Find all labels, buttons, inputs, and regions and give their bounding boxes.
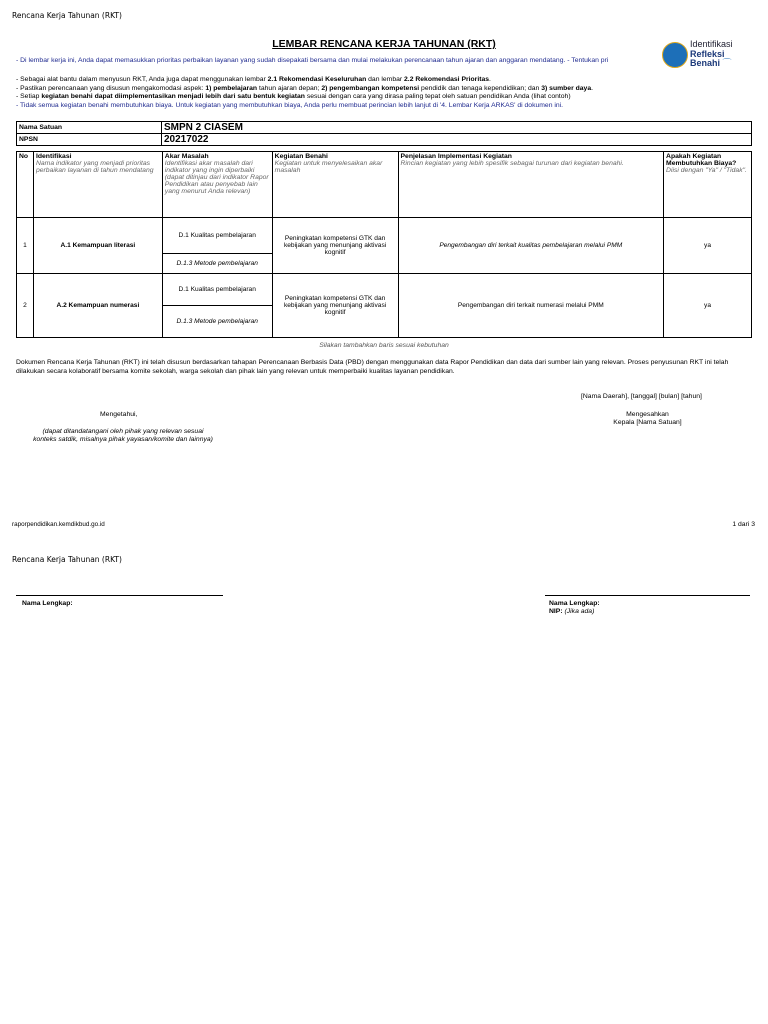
nama-satuan-value: SMPN 2 CIASEM [162,122,752,134]
col-header-identifikasi: Identifikasi Nama indikator yang menjadi prioritas perbaikan layanan di tahun mendatang [33,152,162,218]
logo [662,40,754,70]
mengetahui-note: (dapat ditandatangani oleh pihak yang relevan sesuai konteks satdik, misalnya pihak yayasan/komite dan lainnya) [33,428,213,443]
col-header-no: No [17,152,34,218]
nama-satuan-label: Nama Satuan [17,122,162,134]
running-header-2: Rencana Kerja Tahunan (RKT) [12,555,122,564]
rkt-table [16,151,752,338]
npsn-label: NPSN [17,134,162,146]
row-biaya: ya [664,218,752,274]
row-identifikasi: A.1 Kemampuan literasi [33,218,162,274]
tut-wuri-handayani-icon [662,42,688,68]
page-title: LEMBAR RENCANA KERJA TAHUNAN (RKT) [272,38,496,50]
row-no: 2 [17,274,34,338]
place-date: [Nama Daerah], [tanggal] [bulan] [tahun] [581,393,702,400]
row-akar-masalah-2: D.1.3 Metode pembelajaran [162,254,272,274]
instruction-line-3: - Setiap kegiatan benahi dapat diimplementasikan menjadi lebih dari satu bentuk kegiatan sesuai dengan cara yang dirasa paling tepat oleh satuan pendidikan Anda (lihat contoh) [16,93,571,100]
instruction-blue-1: - Di lembar kerja ini, Anda dapat memasukkan prioritas perbaikan layanan yang sudah disepakati bersama dan mulai melakukan perencanaan tahun ajaran dan anggaran mendatang. - Tentukan pri [16,57,609,64]
row-kegiatan: Peningkatan kompetensi GTK dan kebijakan yang menunjang aktivasi kognitif [272,218,398,274]
school-info-table [16,121,752,146]
row-akar-masalah-1: D.1 Kualitas pembelajaran [162,218,272,254]
logo-text: Identifikasi Refleksi Benahi ⌒ [690,39,733,68]
col-header-kegiatan-benahi: Kegiatan Benahi Kegiatan untuk menyelesaikan akar masalah [272,152,398,218]
mengetahui-label: Mengetahui, [100,411,138,418]
footer-url: raporpendidikan.kemdikbud.go.id [12,521,105,528]
instruction-line-2: - Pastikan perencanaan yang disusun mengakomodasi aspek: 1) pembelajaran tahun ajaran depan; 2) pengembangan kompetensi pendidik dan tenaga kependidikan; dan 3) sumber daya. [16,85,593,92]
instruction-blue-2: - Tidak semua kegiatan benahi membutuhkan biaya. Untuk kegiatan yang membutuhkan biaya, Anda perlu membuat perincian lebih lanjut di '4. Lembar Kerja ARKAS' di dokumen ini. [16,102,564,109]
row-kegiatan: Peningkatan kompetensi GTK dan kebijakan yang menunjang aktivasi kognitif [272,274,398,338]
row-no: 1 [17,218,34,274]
row-identifikasi: A.2 Kemampuan numerasi [33,274,162,338]
right-name-label: Nama Lengkap: [549,600,600,607]
row-penjelasan: Pengembangan diri terkait numerasi melalui PMM [398,274,664,338]
row-biaya: ya [664,274,752,338]
instruction-line-1: - Sebagai alat bantu dalam menyusun RKT, Anda juga dapat menggunakan lembar 2.1 Rekomendasi Keseluruhan dan lembar 2.2 Rekomendasi Prioritas. [16,76,491,83]
table-header-row [17,152,752,218]
closing-paragraph: Dokumen Rencana Kerja Tahunan (RKT) ini telah disusun berdasarkan tahapan Perencanaan Berbasis Data (PBD) dengan menggunakan data Rapor Pendidikan dan data dari sumber lain yang relevan. Proses penyusunan RKT ini telah dilakukan secara kolaboratif bersama komite sekolah, warga sekolah dan pihak lain yang relevan untuk memperbaiki kualitas layanan pendidikan. [16,359,729,375]
mengesahkan-label: Mengesahkan [626,411,669,418]
kepala-label: Kepala [Nama Satuan] [613,419,682,426]
running-header: Rencana Kerja Tahunan (RKT) [12,11,122,20]
col-header-akar-masalah: Akar Masalah Identifikasi akar masalah dari indikator yang ingin diperbaiki (dapat ditinjau dari indikator Rapor Pendidikan atau penyebab lain yang menurut Anda relevan) [162,152,272,218]
signature-line-left [16,595,223,596]
signature-line-right [545,595,750,596]
npsn-value: 20217022 [162,134,752,146]
table-row [17,218,752,254]
col-header-penjelasan: Penjelasan Implementasi Kegiatan Rincian kegiatan yang lebih spesifik sebagai turunan dari kegiatan benahi. [398,152,664,218]
left-name-label: Nama Lengkap: [22,600,73,607]
col-header-biaya: Apakah Kegiatan Membutuhkan Biaya? Diisi dengan "Ya" / "Tidak". [664,152,752,218]
row-penjelasan: Pengembangan diri terkait kualitas pembelajaran melalui PMM [398,218,664,274]
nip-line: NIP: (Jika ada) [549,608,595,615]
add-rows-hint: Silakan tambahkan baris sesuai kebutuhan [319,342,449,349]
page-number: 1 dari 3 [732,521,755,528]
table-row [17,274,752,306]
row-akar-masalah-2: D.1.3 Metode pembelajaran [162,306,272,338]
row-akar-masalah-1: D.1 Kualitas pembelajaran [162,274,272,306]
